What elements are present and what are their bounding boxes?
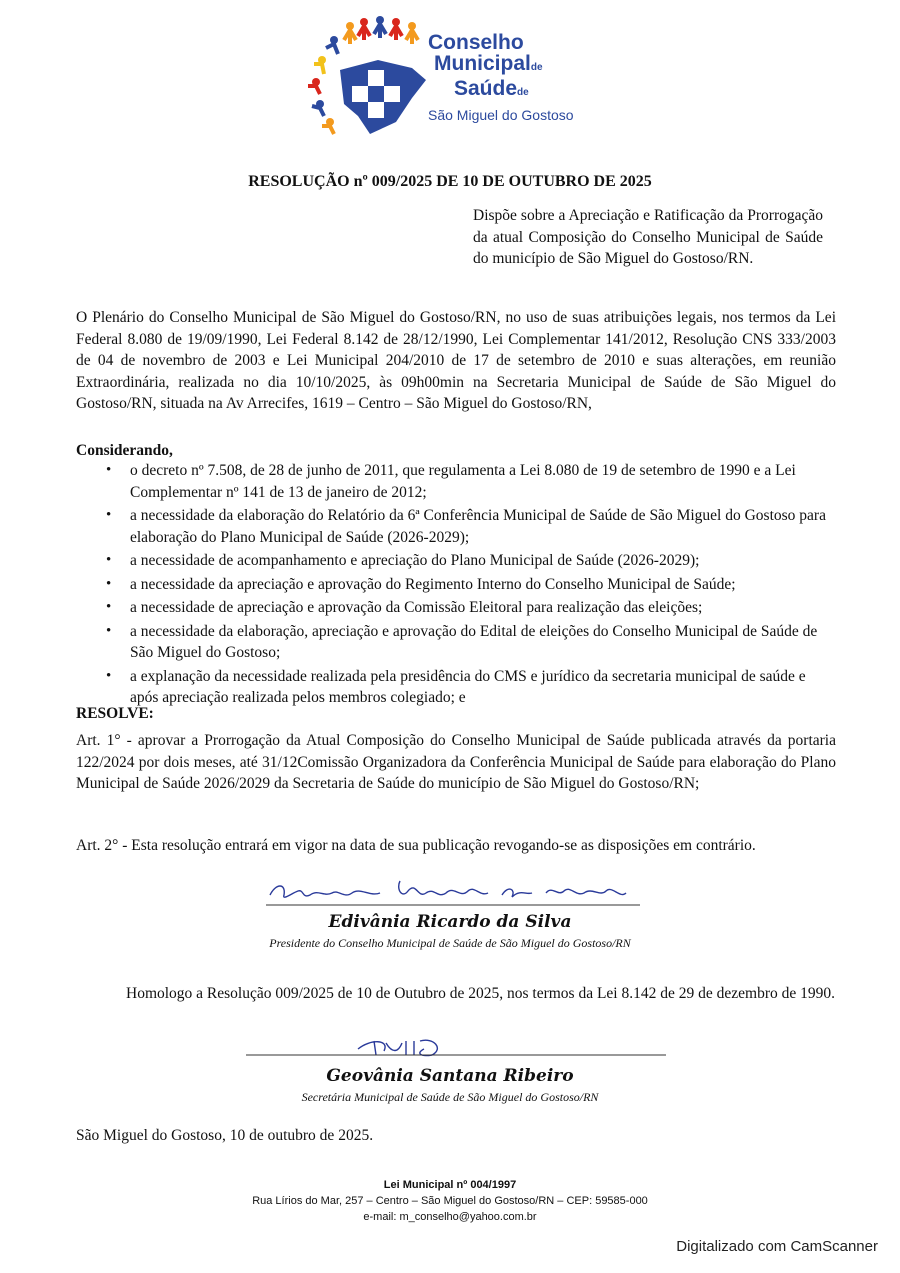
signature-block-secretary <box>220 1035 680 1105</box>
signature-block-president <box>240 875 660 951</box>
footer-law: Lei Municipal nº 004/1997 <box>383 1179 517 1191</box>
president-role: Presidente do Conselho Municipal de Saúde de São Miguel do Gostoso/RN <box>269 936 631 950</box>
footer-address: Rua Lírios do Mar, 257 – Centro – São Miguel do Gostoso/RN – CEP: 59585-000 <box>252 1195 648 1207</box>
list-item: • a necessidade da elaboração do Relatório da 6ª Conferência Municipal de Saúde de São Miguel do Gostoso para elaboração do Plano Municipal de Saúde (2026-2029); <box>130 505 836 548</box>
footer-email: e-mail: m_conselho@yahoo.com.br <box>363 1211 537 1223</box>
article-1: Art. 1° - aprovar a Prorrogação da Atual Composição do Conselho Municipal de Saúde publicada através da portaria 122/2024 por dois meses, até 31/12Comissão Organizadora da Conferência Municipal de Saúde para elaboração do Plano Municipal de Saúde 2026/2029 da Secretaria de Saúde do município de São Miguel do Gostoso/RN; <box>76 732 836 792</box>
handwritten-signature-icon <box>240 875 660 907</box>
president-name: Edivânia Ricardo da Silva <box>328 912 572 932</box>
secretary-name: Geovânia Santana Ribeiro <box>326 1066 574 1086</box>
council-logo <box>300 12 620 152</box>
list-item: • o decreto nº 7.508, de 28 de junho de 2011, que regulamenta a Lei 8.080 de 19 de setembro de 1990 e a Lei Complementar nº 141 de 13 de janeiro de 2012; <box>130 460 836 503</box>
list-item: • a explanação da necessidade realizada pela presidência do CMS e jurídico da secretaria municipal de saúde e após apreciação realizada pelos membros colegiado; e <box>130 666 836 709</box>
logo-wordmark <box>428 32 574 126</box>
logo-line-saude: Saúdede <box>454 77 529 100</box>
logo-emblem-icon <box>300 12 440 152</box>
secretary-role: Secretária Municipal de Saúde de São Miguel do Gostoso/RN <box>301 1090 599 1104</box>
logo-line-conselho: Conselho <box>428 31 524 54</box>
page-footer <box>0 1177 900 1225</box>
place-date: São Miguel do Gostoso, 10 de outubro de 2025. <box>76 1127 374 1144</box>
homologation-paragraph: Homologo a Resolução 009/2025 de 10 de Outubro de 2025, nos termos da Lei 8.142 de 29 de dezembro de 1990. <box>126 985 835 1002</box>
considerando-heading: Considerando, <box>76 442 173 459</box>
resolution-title: RESOLUÇÃO nº 009/2025 DE 10 DE OUTUBRO DE 2025 <box>248 173 652 190</box>
considerando-list <box>76 460 836 711</box>
handwritten-initials-icon <box>220 1035 680 1061</box>
list-item: • a necessidade de apreciação e aprovação da Comissão Eleitoral para realização das eleições; <box>130 597 836 619</box>
list-item: • a necessidade da apreciação e aprovação do Regimento Interno do Conselho Municipal de Saúde; <box>130 574 836 596</box>
list-item: • a necessidade de acompanhamento e apreciação do Plano Municipal de Saúde (2026-2029); <box>130 550 836 572</box>
scanner-watermark: Digitalizado com CamScanner <box>676 1238 878 1255</box>
resolve-heading: RESOLVE: <box>76 705 154 722</box>
article-2: Art. 2° - Esta resolução entrará em vigor na data de sua publicação revogando-se as disposições em contrário. <box>76 837 756 854</box>
resolution-summary: Dispõe sobre a Apreciação e Ratificação da Prorrogação da atual Composição do Conselho Municipal de Saúde do município de São Miguel do Gostoso/RN. <box>473 207 823 267</box>
logo-line-city: São Miguel do Gostoso <box>428 107 574 123</box>
list-item: • a necessidade da elaboração, apreciação e aprovação do Edital de eleições do Conselho Municipal de Saúde de São Miguel do Gostoso; <box>130 621 836 664</box>
logo-line-municipal: Municipalde <box>434 52 543 75</box>
preamble-paragraph: O Plenário do Conselho Municipal de São Miguel do Gostoso/RN, no uso de suas atribuições legais, nos termos da Lei Federal 8.080 de 19/09/1990, Lei Federal 8.142 de 28/12/1990, Lei Complementar 141/2012, Resolução CNS 333/2003 de 04 de novembro de 2003 e Lei Municipal 204/2010 de 17 de setembro de 2010 e suas alterações, em reunião Extraordinária, realizada no dia 10/10/2025, às 09h00min na Secretaria Municipal de Saúde de São Miguel do Gostoso/RN, situada na Av Arrecifes, 1619 – Centro – São Miguel do Gostoso/RN, <box>76 309 836 412</box>
